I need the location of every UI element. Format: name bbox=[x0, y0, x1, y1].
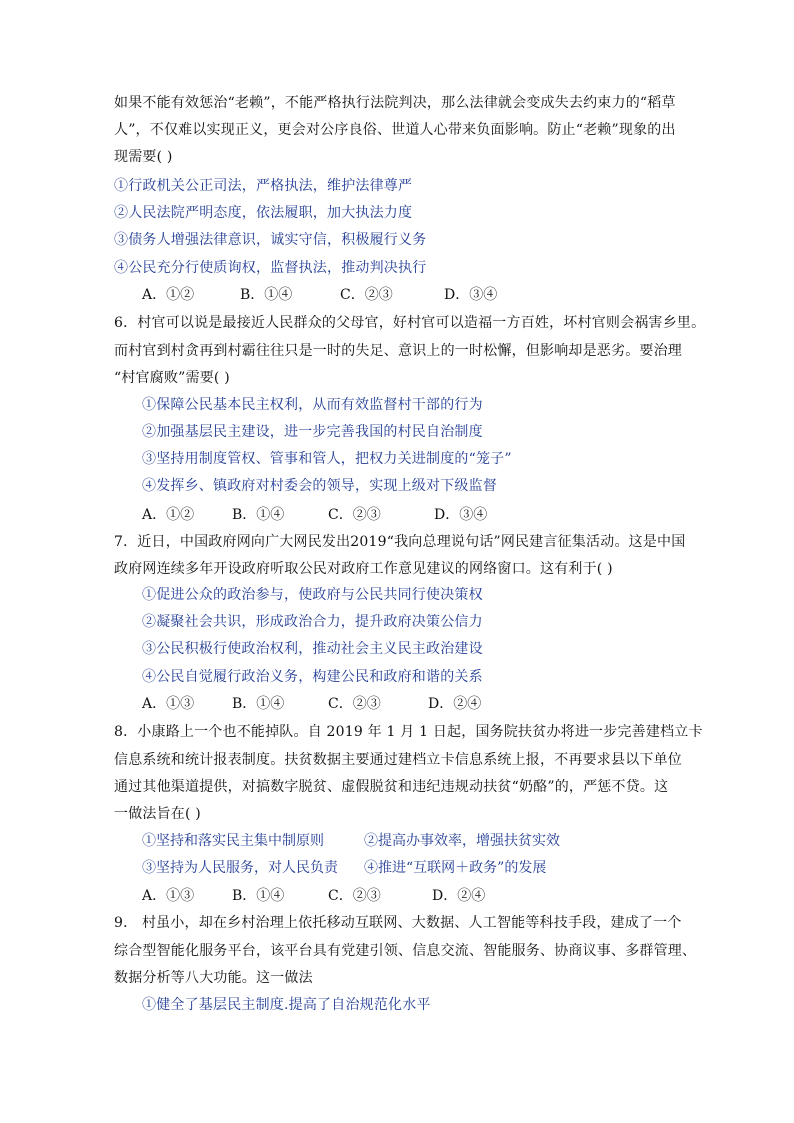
q7-choice-c[interactable]: C．②③ bbox=[328, 696, 381, 712]
q8-options-row-2 bbox=[142, 858, 546, 878]
q5-choice-b[interactable]: B．①④ bbox=[240, 287, 293, 303]
q8-choice-c[interactable]: C．②③ bbox=[328, 888, 381, 904]
q8-option-4: ④推进“互联网＋政务”的发展 bbox=[364, 860, 547, 876]
q6-option-1: ①保障公民基本民主权利，从而有效监督村干部的行为 bbox=[142, 397, 483, 413]
q5-option-2: ②人民法院严明态度，依法履职，加大执法力度 bbox=[114, 205, 413, 221]
q7-option-4: ④公民自觉履行政治义务，构建公民和政府和谐的关系 bbox=[142, 669, 483, 685]
q8-options-row-1 bbox=[142, 831, 560, 851]
q6-choice-d[interactable]: D．③④ bbox=[434, 507, 488, 523]
q8-choice-d[interactable]: D．②④ bbox=[432, 888, 486, 904]
q6-option-4: ④发挥乡、镇政府对村委会的领导，实现上级对下级监督 bbox=[142, 478, 497, 494]
q6-choice-c[interactable]: C．②③ bbox=[328, 507, 381, 523]
q7-stem-line-2: 政府网连续多年开设政府听取公民对政府工作意见建议的网络窗口。这有利于( ) bbox=[114, 561, 613, 577]
q7-stem-line-1: 7．近日，中国政府网向广大网民发出2019“我向总理说句话”网民建言征集活动。这是中国 bbox=[114, 534, 686, 550]
q6-stem-line-2: 而村官到村贪再到村霸往往只是一时的失足、意识上的一时松懈，但影响却是恶劣。要治理 bbox=[114, 343, 682, 359]
q8-option-1: ①坚持和落实民主集中制原则 bbox=[142, 833, 324, 849]
q7-option-1: ①促进公众的政治参与，使政府与公民共同行使决策权 bbox=[142, 587, 483, 603]
q9-option-1: ①健全了基层民主制度.提高了自治规范化水平 bbox=[142, 997, 431, 1013]
q7-choice-a[interactable]: A．①③ bbox=[142, 696, 195, 712]
q5-choice-c[interactable]: C．②③ bbox=[340, 287, 393, 303]
q6-option-3: ③坚持用制度管权、管事和管人，把权力关进制度的“笼子” bbox=[142, 451, 512, 467]
q5-stem-line-1: 如果不能有效惩治“老赖”，不能严格执行法院判决，那么法律就会变成失去约束力的“稻草 bbox=[114, 95, 676, 111]
q5-option-1: ①行政机关公正司法，严格执法，维护法律尊严 bbox=[114, 178, 413, 194]
q7-choice-b[interactable]: B．①④ bbox=[232, 696, 285, 712]
q9-stem-line-2: 综合型智能化服务平台，该平台具有党建引领、信息交流、智能服务、协商议事、多群管理、 bbox=[114, 943, 697, 959]
q5-option-4: ④公民充分行使质询权，监督执法，推动判决执行 bbox=[114, 260, 427, 276]
q8-stem-line-4: 一做法旨在( ) bbox=[114, 806, 201, 822]
q6-stem-line-3: “村官腐败”需要( ) bbox=[114, 370, 230, 386]
q6-choices bbox=[142, 505, 487, 525]
q6-stem-line-1: 6．村官可以说是最接近人民群众的父母官，好村官可以造福一方百姓，坏村官则会祸害乡里。 bbox=[114, 315, 706, 331]
q5-choice-d[interactable]: D．③④ bbox=[444, 287, 498, 303]
q7-choice-d[interactable]: D．②④ bbox=[428, 696, 482, 712]
q8-stem-line-3: 通过其他渠道提供，对搞数字脱贫、虚假脱贫和违纪违规动扶贫“奶酪”的，严惩不贷。这 bbox=[114, 779, 669, 795]
q5-option-3: ③债务人增强法律意识，诚实守信，积极履行义务 bbox=[114, 232, 427, 248]
q5-choice-a[interactable]: A．①② bbox=[142, 287, 195, 303]
q9-stem-line-3: 数据分析等八大功能。这一做法 bbox=[114, 970, 313, 986]
q8-choice-b[interactable]: B．①④ bbox=[232, 888, 285, 904]
q8-choice-a[interactable]: A．①③ bbox=[142, 888, 195, 904]
q5-stem-line-2: 人”，不仅难以实现正义，更会对公序良俗、世道人心带来负面影响。防止“老赖”现象的出 bbox=[114, 122, 676, 138]
q5-choices bbox=[142, 285, 497, 305]
q6-choice-b[interactable]: B．①④ bbox=[232, 507, 285, 523]
q8-option-3: ③坚持为人民服务，对人民负责 bbox=[142, 860, 338, 876]
q7-choices bbox=[142, 694, 481, 714]
q8-option-2: ②提高办事效率，增强扶贫实效 bbox=[364, 833, 560, 849]
q6-choice-a[interactable]: A．①② bbox=[142, 507, 195, 523]
q5-stem-line-3: 现需要( ) bbox=[114, 149, 173, 165]
q8-stem-line-2: 信息系统和统计报表制度。扶贫数据主要通过建档立卡信息系统上报，不再要求县以下单位 bbox=[114, 752, 682, 768]
q9-stem-line-1: 9． 村虽小，却在乡村治理上依托移动互联网、大数据、人工智能等科技手段，建成了一个 bbox=[114, 915, 682, 931]
q7-option-2: ②凝聚社会共识，形成政治合力，提升政府决策公信力 bbox=[142, 614, 483, 630]
q7-option-3: ③公民积极行使政治权利，推动社会主义民主政治建设 bbox=[142, 641, 483, 657]
q8-stem-line-1: 8．小康路上一个也不能掉队。自 2019 年 1 月 1 日起，国务院扶贫办将进一步完善建档立卡 bbox=[114, 724, 703, 740]
q6-option-2: ②加强基层民主建设，进一步完善我国的村民自治制度 bbox=[142, 424, 483, 440]
q8-choices bbox=[142, 886, 485, 906]
